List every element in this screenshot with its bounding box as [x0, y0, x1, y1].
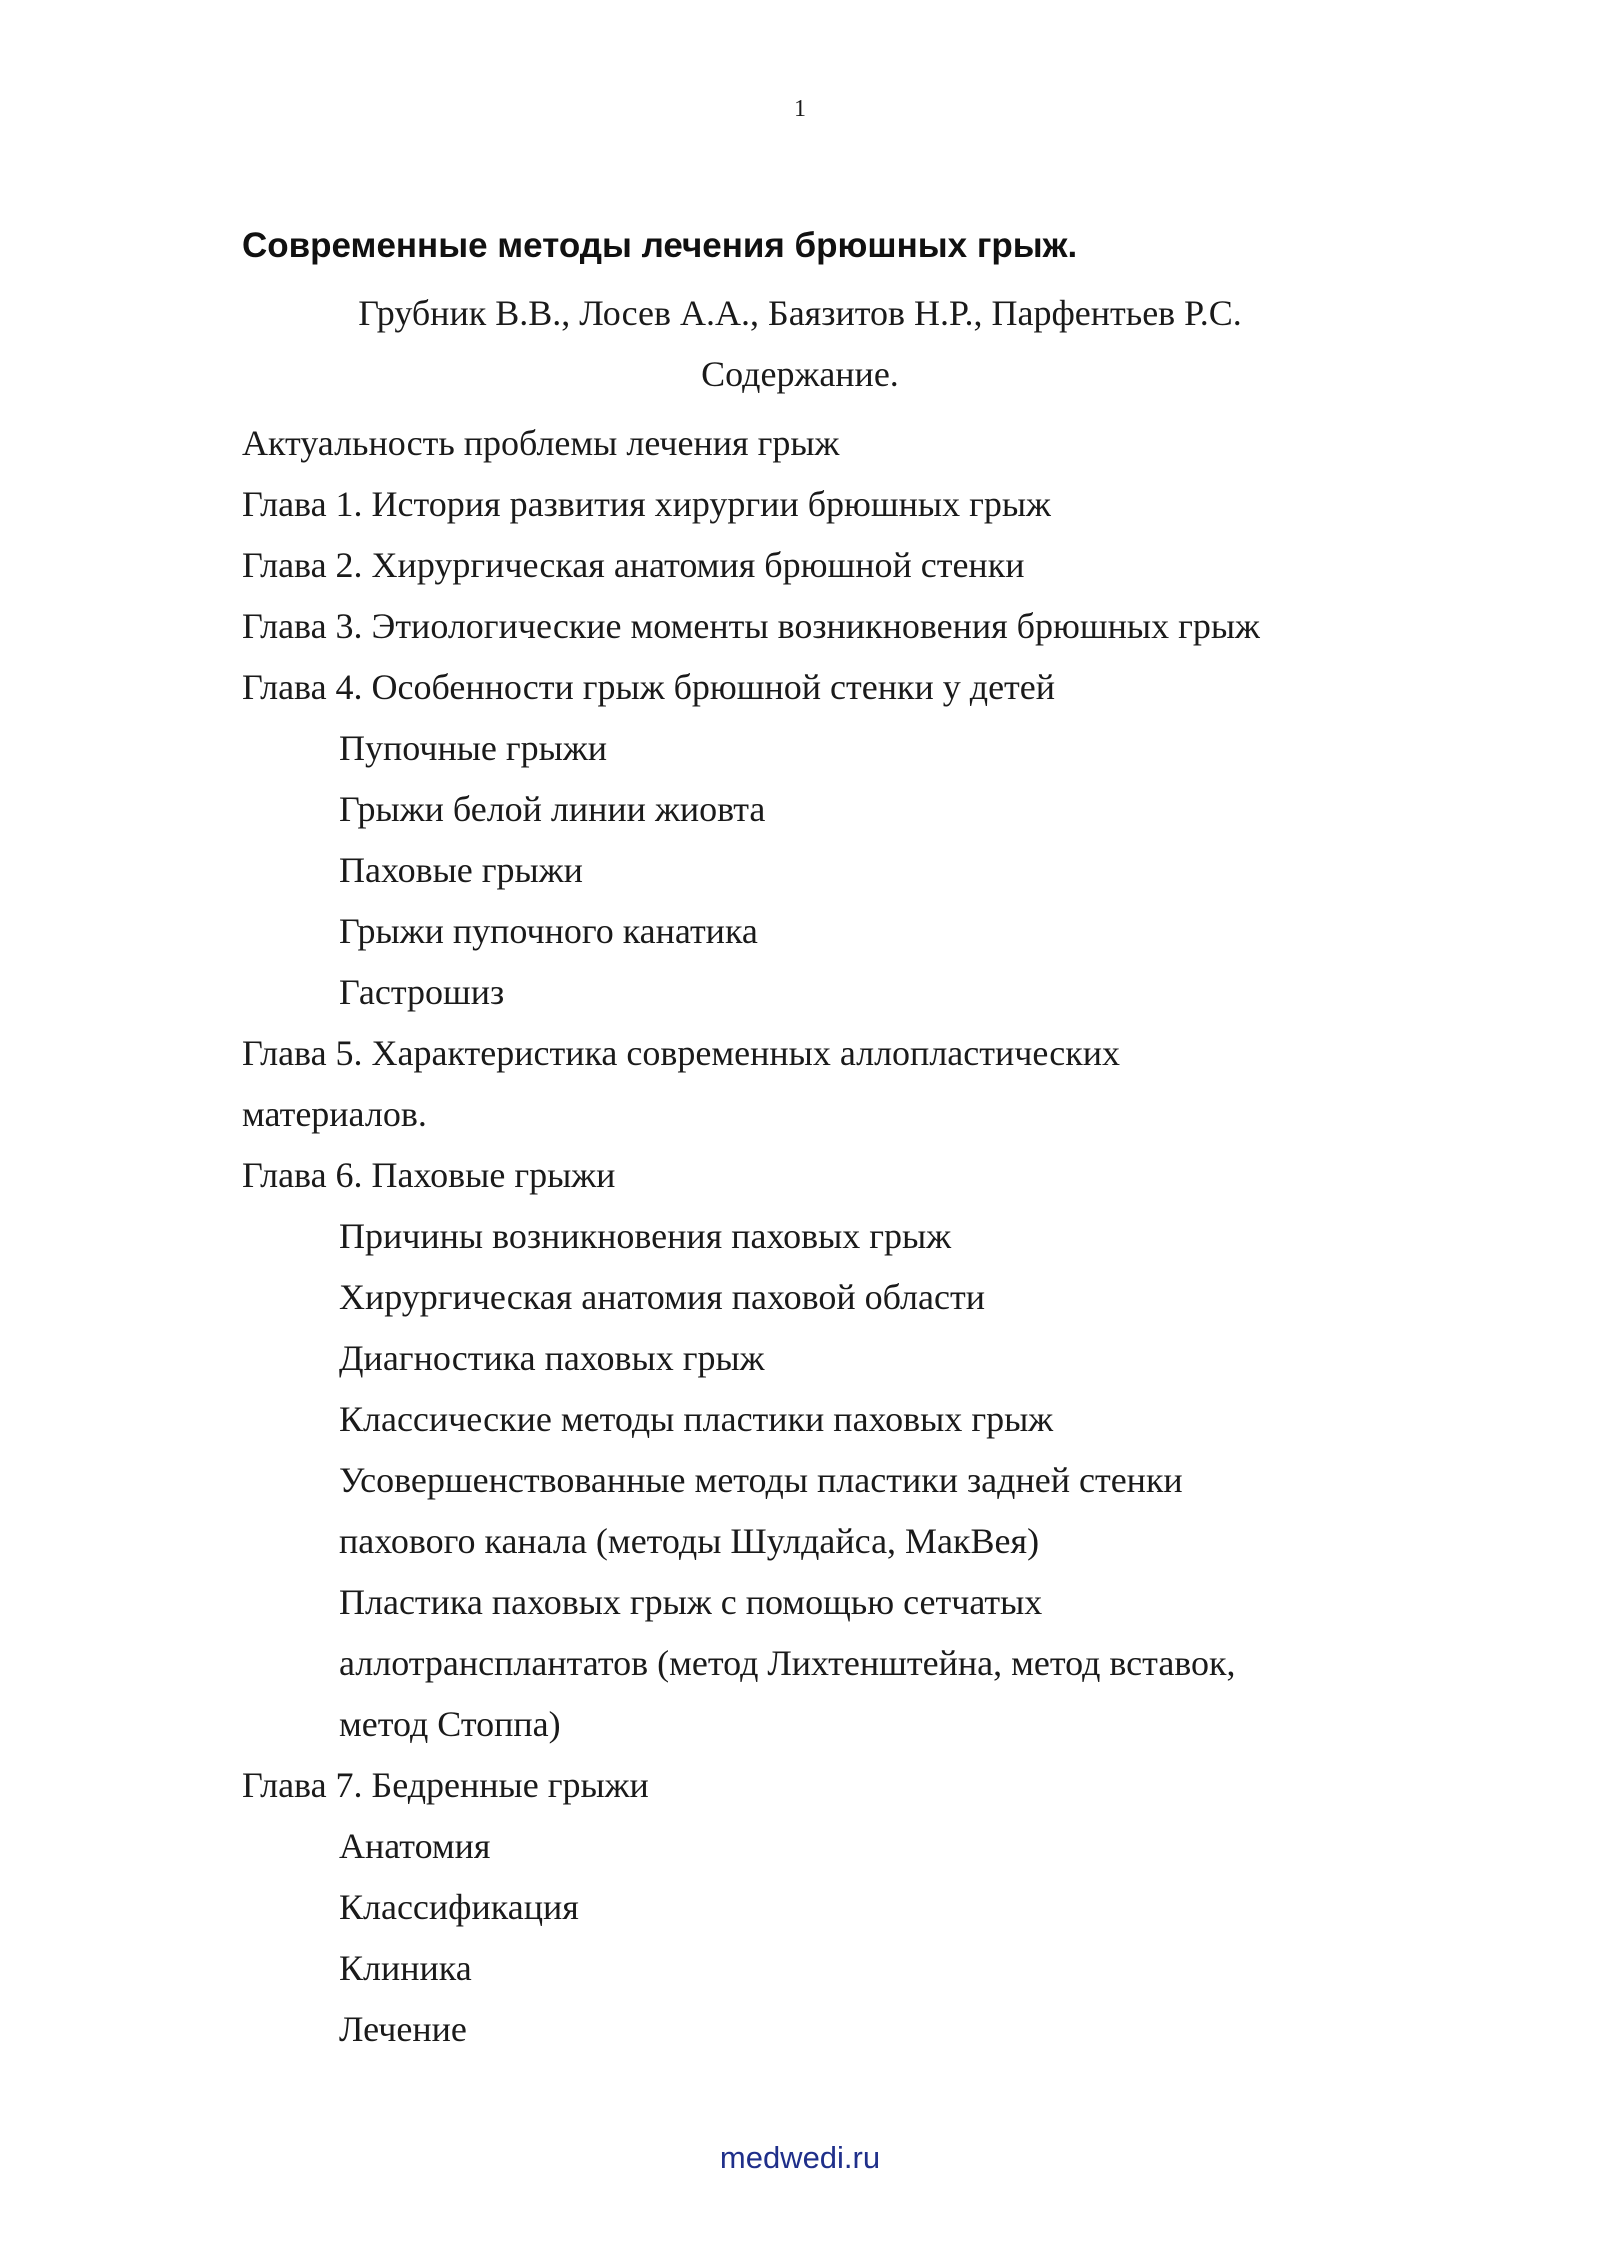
contents-heading: Содержание. — [701, 354, 899, 394]
footer-site-link[interactable]: medwedi.ru — [719, 2140, 881, 2175]
toc-subsection: Классификация — [339, 1887, 579, 1927]
toc-chapter: Глава 7. Бедренные грыжи — [242, 1765, 649, 1805]
toc-chapter: материалов. — [242, 1094, 427, 1134]
toc-subsection: Диагностика паховых грыж — [339, 1338, 765, 1378]
toc-subsection: Клиника — [339, 1948, 472, 1988]
toc-subsection: аллотрансплантатов (метод Лихтенштейна, метод вставок, — [339, 1643, 1236, 1683]
toc-subsection: Лечение — [339, 2009, 467, 2049]
toc-chapter: Глава 3. Этиологические моменты возникновения брюшных грыж — [242, 606, 1260, 646]
toc-subsection: Причины возникновения паховых грыж — [339, 1216, 952, 1256]
toc-subsection: Пупочные грыжи — [339, 728, 607, 768]
toc-chapter: Глава 6. Паховые грыжи — [242, 1155, 616, 1195]
toc-subsection: Усовершенствованные методы пластики задней стенки — [339, 1460, 1183, 1500]
toc-subsection: метод Стоппа) — [339, 1704, 561, 1744]
toc-subsection: Классические методы пластики паховых грыж — [339, 1399, 1054, 1439]
toc-subsection: Хирургическая анатомия паховой области — [339, 1277, 985, 1317]
table-of-contents — [242, 413, 1402, 2060]
toc-subsection: Грыжи белой линии жиовта — [339, 789, 766, 829]
toc-subsection: Анатомия — [339, 1826, 491, 1866]
toc-chapter: Глава 2. Хирургическая анатомия брюшной стенки — [242, 545, 1025, 585]
page-number: 1 — [794, 96, 806, 122]
document-title: Современные методы лечения брюшных грыж. — [242, 226, 1078, 265]
toc-subsection: пахового канала (методы Шулдайса, МакВея) — [339, 1521, 1040, 1561]
toc-chapter: Актуальность проблемы лечения грыж — [242, 423, 840, 463]
toc-chapter: Глава 1. История развития хирургии брюшных грыж — [242, 484, 1051, 524]
toc-chapter: Глава 4. Особенности грыж брюшной стенки у детей — [242, 667, 1056, 707]
toc-subsection: Грыжи пупочного канатика — [339, 911, 758, 951]
toc-subsection: Пластика паховых грыж с помощью сетчатых — [339, 1582, 1043, 1622]
toc-chapter: Глава 5. Характеристика современных аллопластических — [242, 1033, 1120, 1073]
toc-subsection: Паховые грыжи — [339, 850, 583, 890]
authors-line: Грубник В.В., Лосев А.А., Баязитов Н.Р., Парфентьев Р.С. — [358, 293, 1242, 333]
toc-subsection: Гастрошиз — [339, 972, 505, 1012]
